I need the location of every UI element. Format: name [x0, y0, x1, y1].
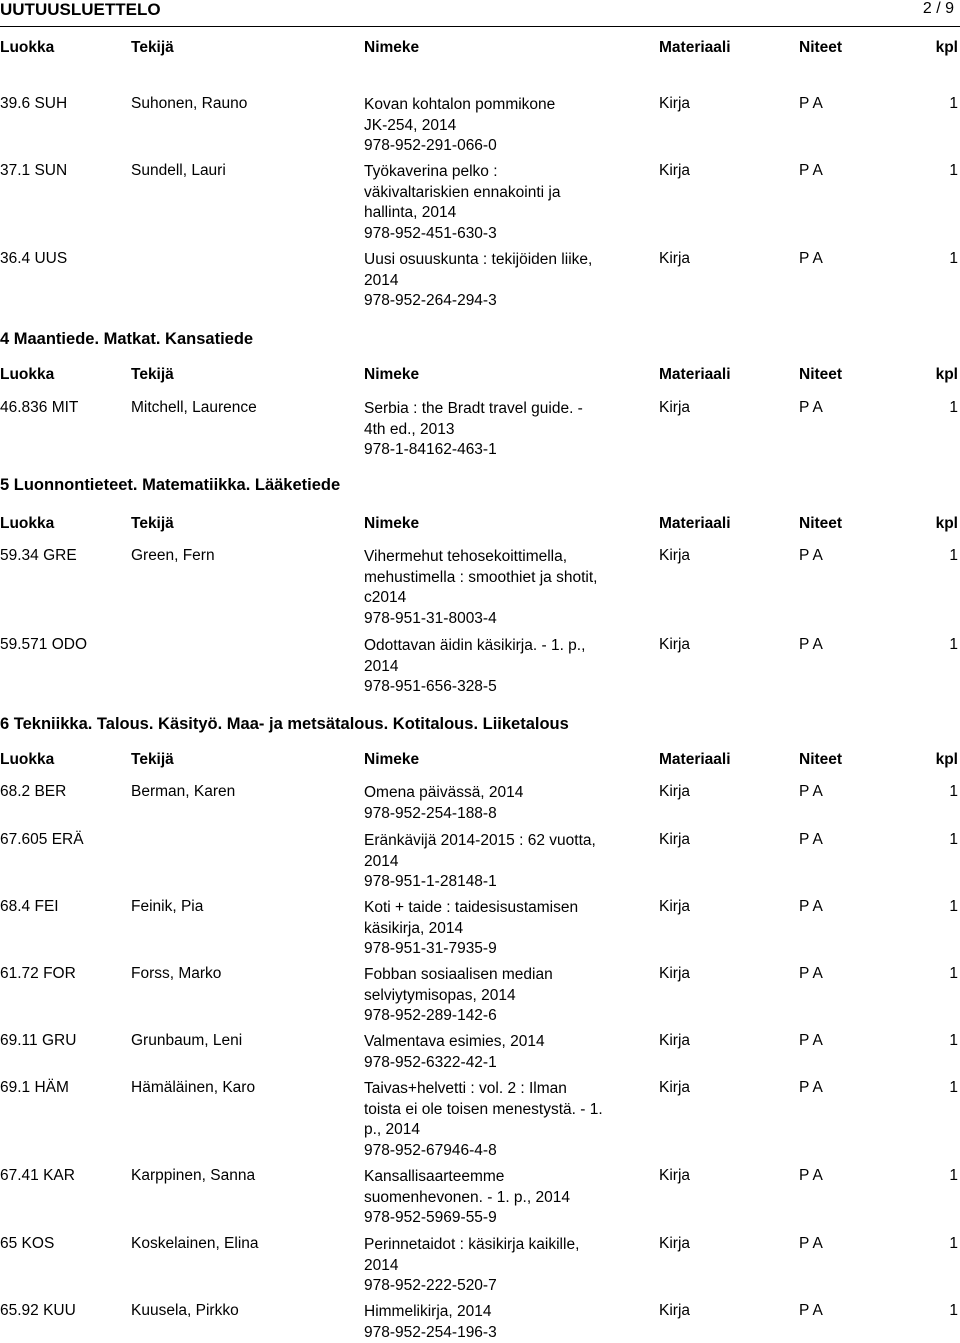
row-materiaali: Kirja	[659, 162, 691, 179]
row-nimeke	[364, 95, 632, 157]
nimeke-line: 978-952-6322-42-1	[364, 1053, 497, 1071]
row-niteet: P A	[799, 636, 823, 653]
row-luokka: 69.11 GRU	[0, 1032, 77, 1049]
section-title: 5 Luonnontieteet. Matematiikka. Lääketiede	[0, 476, 341, 494]
row-nimeke	[364, 636, 632, 698]
nimeke-line: Odottavan äidin käsikirja. - 1. p.,	[364, 637, 586, 654]
column-header-materiaali: Materiaali	[659, 366, 731, 383]
row-niteet: P A	[799, 1302, 823, 1319]
nimeke-line: Kovan kohtalon pommikone	[364, 96, 556, 113]
nimeke-line: Kansallisaarteemme	[364, 1168, 505, 1185]
column-header-nimeke: Nimeke	[364, 751, 420, 768]
row-tekija: Mitchell, Laurence	[131, 399, 257, 416]
row-nimeke	[364, 965, 632, 1027]
row-nimeke	[364, 831, 632, 893]
page-number: 2 / 9	[922, 0, 954, 17]
nimeke-line: Eränkävijä 2014-2015 : 62 vuotta,	[364, 832, 596, 849]
row-materiaali: Kirja	[659, 783, 691, 800]
row-kpl: 1	[949, 831, 958, 848]
nimeke-line: 978-951-1-28148-1	[364, 873, 497, 891]
row-materiaali: Kirja	[659, 250, 691, 267]
row-niteet: P A	[799, 1032, 823, 1049]
nimeke-line: 978-951-31-7935-9	[364, 940, 497, 958]
column-header-niteet: Niteet	[799, 39, 843, 56]
column-header-luokka: Luokka	[0, 39, 55, 56]
row-luokka: 59.571 ODO	[0, 636, 88, 653]
row-tekija: Hämäläinen, Karo	[131, 1079, 256, 1096]
row-niteet: P A	[799, 399, 823, 416]
nimeke-line: Omena päivässä, 2014	[364, 784, 524, 801]
nimeke-line: 4th ed., 2013	[364, 420, 455, 438]
nimeke-line: Serbia : the Bradt travel guide. -	[364, 400, 583, 417]
column-header-nimeke: Nimeke	[364, 366, 420, 383]
nimeke-line: 2014	[364, 1256, 399, 1274]
row-luokka: 65 KOS	[0, 1235, 55, 1252]
row-materiaali: Kirja	[659, 1079, 691, 1096]
row-luokka: 46.836 MIT	[0, 399, 79, 416]
column-header-luokka: Luokka	[0, 515, 55, 532]
nimeke-line: 978-952-254-188-8	[364, 804, 497, 822]
title-divider	[0, 26, 960, 27]
nimeke-line: c2014	[364, 589, 407, 607]
row-kpl: 1	[949, 1032, 958, 1049]
row-nimeke	[364, 1079, 632, 1162]
row-nimeke	[364, 783, 632, 824]
row-luokka: 65.92 KUU	[0, 1302, 76, 1319]
nimeke-line: 978-952-222-520-7	[364, 1277, 497, 1295]
row-materiaali: Kirja	[659, 1302, 691, 1319]
column-header-nimeke: Nimeke	[364, 515, 420, 532]
nimeke-line: 978-952-5969-55-9	[364, 1209, 497, 1227]
section-title: 6 Tekniikka. Talous. Käsityö. Maa- ja metsätalous. Kotitalous. Liiketalous	[0, 715, 569, 733]
nimeke-line: Fobban sosiaalisen median	[364, 966, 553, 983]
row-tekija: Grunbaum, Leni	[131, 1032, 243, 1049]
row-kpl: 1	[949, 1235, 958, 1252]
row-tekija: Feinik, Pia	[131, 898, 204, 915]
row-kpl: 1	[949, 1079, 958, 1096]
nimeke-line: 2014	[364, 852, 399, 870]
row-luokka: 69.1 HÄM	[0, 1079, 69, 1096]
column-header-tekija: Tekijä	[131, 751, 174, 768]
row-luokka: 68.2 BER	[0, 783, 67, 800]
row-tekija: Green, Fern	[131, 547, 215, 564]
row-nimeke	[364, 1167, 632, 1229]
column-header-luokka: Luokka	[0, 751, 55, 768]
row-luokka: 67.41 KAR	[0, 1167, 75, 1184]
nimeke-line: JK-254, 2014	[364, 116, 457, 134]
nimeke-line: 978-952-451-630-3	[364, 225, 497, 243]
nimeke-line: Vihermehut tehosekoittimella,	[364, 548, 568, 565]
row-niteet: P A	[799, 1079, 823, 1096]
row-nimeke	[364, 1032, 632, 1073]
row-luokka: 39.6 SUH	[0, 95, 68, 112]
row-tekija: Suhonen, Rauno	[131, 95, 248, 112]
column-header-kpl: kpl	[935, 39, 958, 56]
nimeke-line: p., 2014	[364, 1121, 421, 1139]
row-kpl: 1	[949, 898, 958, 915]
row-tekija: Sundell, Lauri	[131, 162, 226, 179]
column-header-materiaali: Materiaali	[659, 515, 731, 532]
row-niteet: P A	[799, 898, 823, 915]
column-header-kpl: kpl	[935, 366, 958, 383]
nimeke-line: 978-951-31-8003-4	[364, 610, 497, 628]
nimeke-line: suomenhevonen. - 1. p., 2014	[364, 1188, 570, 1206]
nimeke-line: hallinta, 2014	[364, 204, 457, 222]
row-materiaali: Kirja	[659, 95, 691, 112]
nimeke-line: Taivas+helvetti : vol. 2 : Ilman	[364, 1080, 567, 1097]
nimeke-line: käsikirja, 2014	[364, 919, 464, 937]
row-luokka: 67.605 ERÄ	[0, 831, 84, 848]
row-materiaali: Kirja	[659, 965, 691, 982]
row-tekija: Koskelainen, Elina	[131, 1235, 259, 1252]
nimeke-line: Perinnetaidot : käsikirja kaikille,	[364, 1236, 580, 1253]
row-niteet: P A	[799, 1235, 823, 1252]
row-kpl: 1	[949, 162, 958, 179]
nimeke-line: 978-951-656-328-5	[364, 678, 497, 696]
row-kpl: 1	[949, 636, 958, 653]
row-niteet: P A	[799, 783, 823, 800]
row-tekija: Karppinen, Sanna	[131, 1167, 256, 1184]
nimeke-line: selviytymisopas, 2014	[364, 986, 516, 1004]
row-nimeke	[364, 1302, 632, 1343]
row-luokka: 36.4 UUS	[0, 250, 68, 267]
row-kpl: 1	[949, 965, 958, 982]
row-luokka: 68.4 FEI	[0, 898, 59, 915]
page-title: UUTUUSLUETTELO	[0, 0, 161, 19]
nimeke-line: Työkaverina pelko :	[364, 163, 498, 180]
nimeke-line: toista ei ole toisen menestystä. - 1.	[364, 1100, 603, 1118]
nimeke-line: Uusi osuuskunta : tekijöiden liike,	[364, 251, 593, 268]
row-niteet: P A	[799, 965, 823, 982]
row-kpl: 1	[949, 547, 958, 564]
row-kpl: 1	[949, 250, 958, 267]
row-materiaali: Kirja	[659, 898, 691, 915]
row-materiaali: Kirja	[659, 399, 691, 416]
nimeke-line: 978-952-254-196-3	[364, 1323, 497, 1341]
column-header-niteet: Niteet	[799, 366, 843, 383]
column-header-materiaali: Materiaali	[659, 751, 731, 768]
column-header-nimeke: Nimeke	[364, 39, 420, 56]
row-nimeke	[364, 1235, 632, 1297]
column-header-tekija: Tekijä	[131, 39, 174, 56]
row-nimeke	[364, 547, 632, 630]
nimeke-line: 978-952-264-294-3	[364, 292, 497, 310]
column-header-luokka: Luokka	[0, 366, 55, 383]
row-nimeke	[364, 162, 632, 245]
row-kpl: 1	[949, 1167, 958, 1184]
row-kpl: 1	[949, 1302, 958, 1319]
nimeke-line: 978-952-67946-4-8	[364, 1142, 497, 1160]
row-niteet: P A	[799, 831, 823, 848]
column-header-tekija: Tekijä	[131, 366, 174, 383]
section-title: 4 Maantiede. Matkat. Kansatiede	[0, 330, 254, 348]
nimeke-line: Koti + taide : taidesisustamisen	[364, 899, 579, 916]
row-kpl: 1	[949, 95, 958, 112]
row-niteet: P A	[799, 95, 823, 112]
column-header-kpl: kpl	[935, 751, 958, 768]
row-luokka: 61.72 FOR	[0, 965, 76, 982]
column-header-niteet: Niteet	[799, 515, 843, 532]
column-header-tekija: Tekijä	[131, 515, 174, 532]
row-tekija: Berman, Karen	[131, 783, 236, 800]
nimeke-line: 978-952-291-066-0	[364, 137, 497, 155]
nimeke-line: 2014	[364, 271, 399, 289]
column-header-materiaali: Materiaali	[659, 39, 731, 56]
row-niteet: P A	[799, 547, 823, 564]
nimeke-line: 2014	[364, 657, 399, 675]
row-niteet: P A	[799, 1167, 823, 1184]
row-materiaali: Kirja	[659, 547, 691, 564]
row-niteet: P A	[799, 250, 823, 267]
nimeke-line: mehustimella : smoothiet ja shotit,	[364, 568, 598, 586]
row-nimeke	[364, 898, 632, 960]
row-materiaali: Kirja	[659, 1032, 691, 1049]
row-nimeke	[364, 399, 632, 461]
row-tekija: Kuusela, Pirkko	[131, 1302, 239, 1319]
nimeke-line: 978-952-289-142-6	[364, 1007, 497, 1025]
row-luokka: 59.34 GRE	[0, 547, 77, 564]
nimeke-line: Valmentava esimies, 2014	[364, 1033, 545, 1050]
row-luokka: 37.1 SUN	[0, 162, 68, 179]
column-header-niteet: Niteet	[799, 751, 843, 768]
nimeke-line: Himmelikirja, 2014	[364, 1303, 492, 1320]
nimeke-line: 978-1-84162-463-1	[364, 441, 497, 459]
row-nimeke	[364, 250, 632, 312]
row-niteet: P A	[799, 162, 823, 179]
nimeke-line: väkivaltariskien ennakointi ja	[364, 183, 561, 201]
row-kpl: 1	[949, 783, 958, 800]
row-materiaali: Kirja	[659, 636, 691, 653]
row-materiaali: Kirja	[659, 1167, 691, 1184]
column-header-kpl: kpl	[935, 515, 958, 532]
row-materiaali: Kirja	[659, 831, 691, 848]
row-materiaali: Kirja	[659, 1235, 691, 1252]
row-tekija: Forss, Marko	[131, 965, 222, 982]
row-kpl: 1	[949, 399, 958, 416]
